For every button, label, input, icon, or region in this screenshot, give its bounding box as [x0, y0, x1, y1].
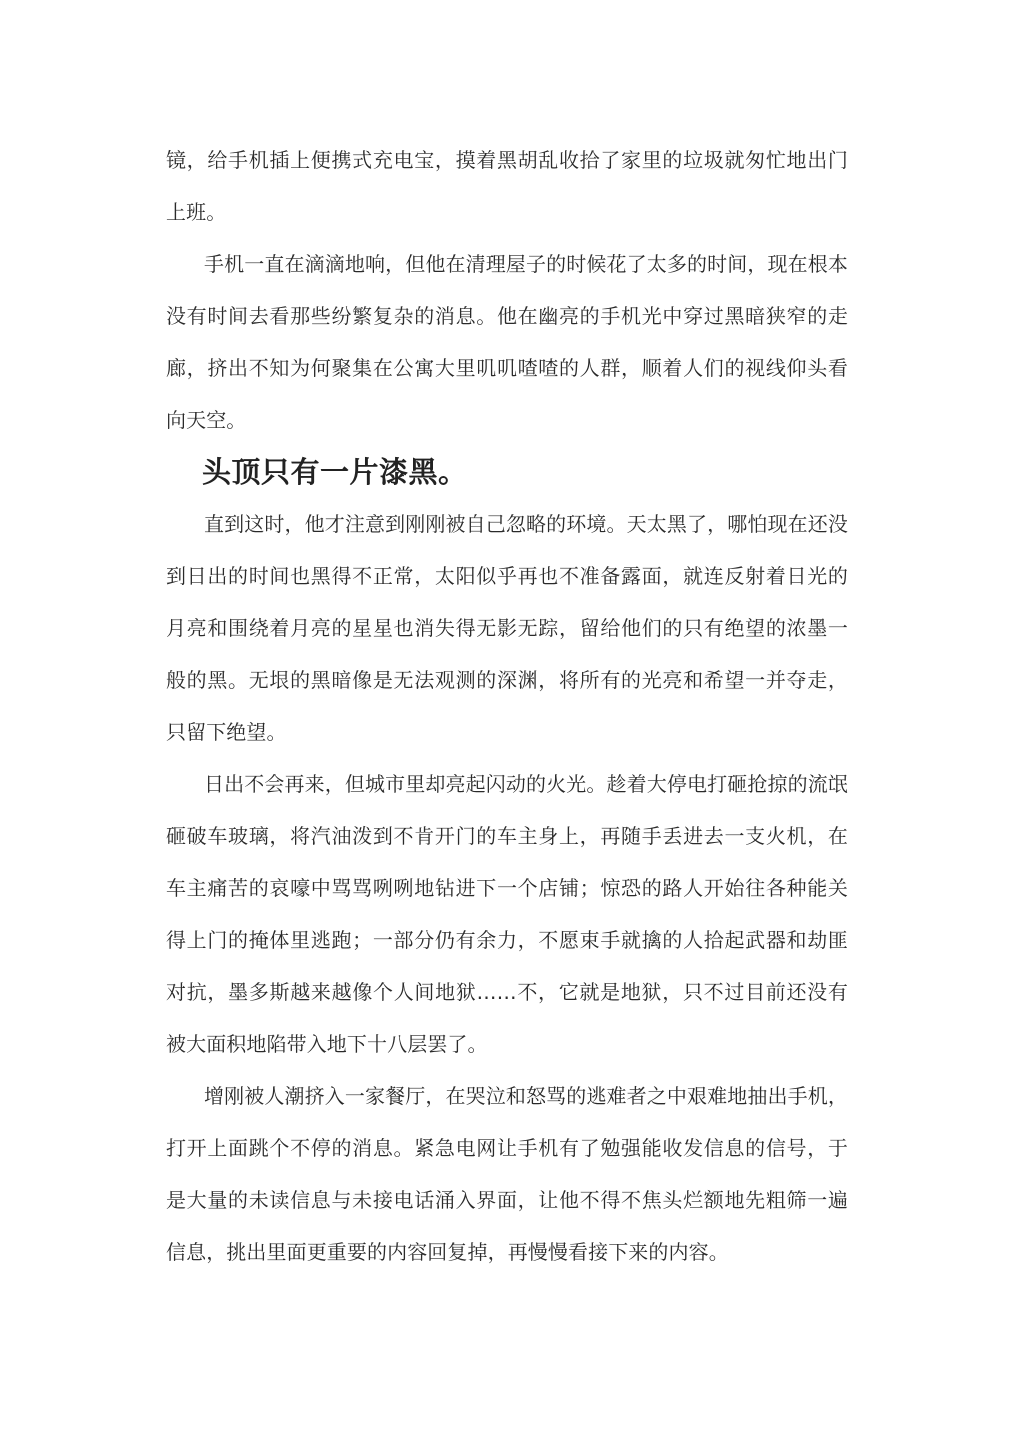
paragraph-5: 增刚被人潮挤入一家餐厅，在哭泣和怒骂的逃难者之中艰难地抽出手机，打开上面跳个不停的消息。紧急电网让手机有了勉强能收发信息的信号，于是大量的未读信息与未接电话涌入界面，让他不得不焦头烂额地先粗筛一遍信息，挑出里面更重要的内容回复掉，再慢慢看接下来的内容。 — [166, 1084, 848, 1264]
paragraph-3: 直到这时，他才注意到刚刚被自己忽略的环境。天太黑了，哪怕现在还没到日出的时间也黑得不正常，太阳似乎再也不准备露面，就连反射着日光的月亮和围绕着月亮的星星也消失得无影无踪，留给他们的只有绝望的浓墨一般的黑。无垠的黑暗像是无法观测的深渊，将所有的光亮和希望一并夺走，只留下绝望。 — [166, 512, 848, 744]
paragraph-2: 手机一直在滴滴地响，但他在清理屋子的时候花了太多的时间，现在根本没有时间去看那些纷繁复杂的消息。他在幽亮的手机光中穿过黑暗狭窄的走廊，挤出不知为何聚集在公寓大里叽叽喳喳的人群，顺着人们的视线仰头看向天空。 — [166, 252, 848, 432]
section-heading: 头顶只有一片漆黑。 — [202, 455, 468, 489]
paragraph-1: 镜，给手机插上便携式充电宝，摸着黑胡乱收拾了家里的垃圾就匆忙地出门上班。 — [166, 148, 848, 224]
paragraph-4: 日出不会再来，但城市里却亮起闪动的火光。趁着大停电打砸抢掠的流氓砸破车玻璃，将汽油泼到不肯开门的车主身上，再随手丢进去一支火机，在车主痛苦的哀嚎中骂骂咧咧地钻进下一个店铺；惊恐的路人开始往各种能关得上门的掩体里逃跑；一部分仍有余力，不愿束手就擒的人拾起武器和劫匪对抗，墨多斯越来越像个人间地狱……不，它就是地狱，只不过目前还没有被大面积地陷带入地下十八层罢了。 — [166, 772, 848, 1056]
document-body — [166, 134, 848, 1278]
